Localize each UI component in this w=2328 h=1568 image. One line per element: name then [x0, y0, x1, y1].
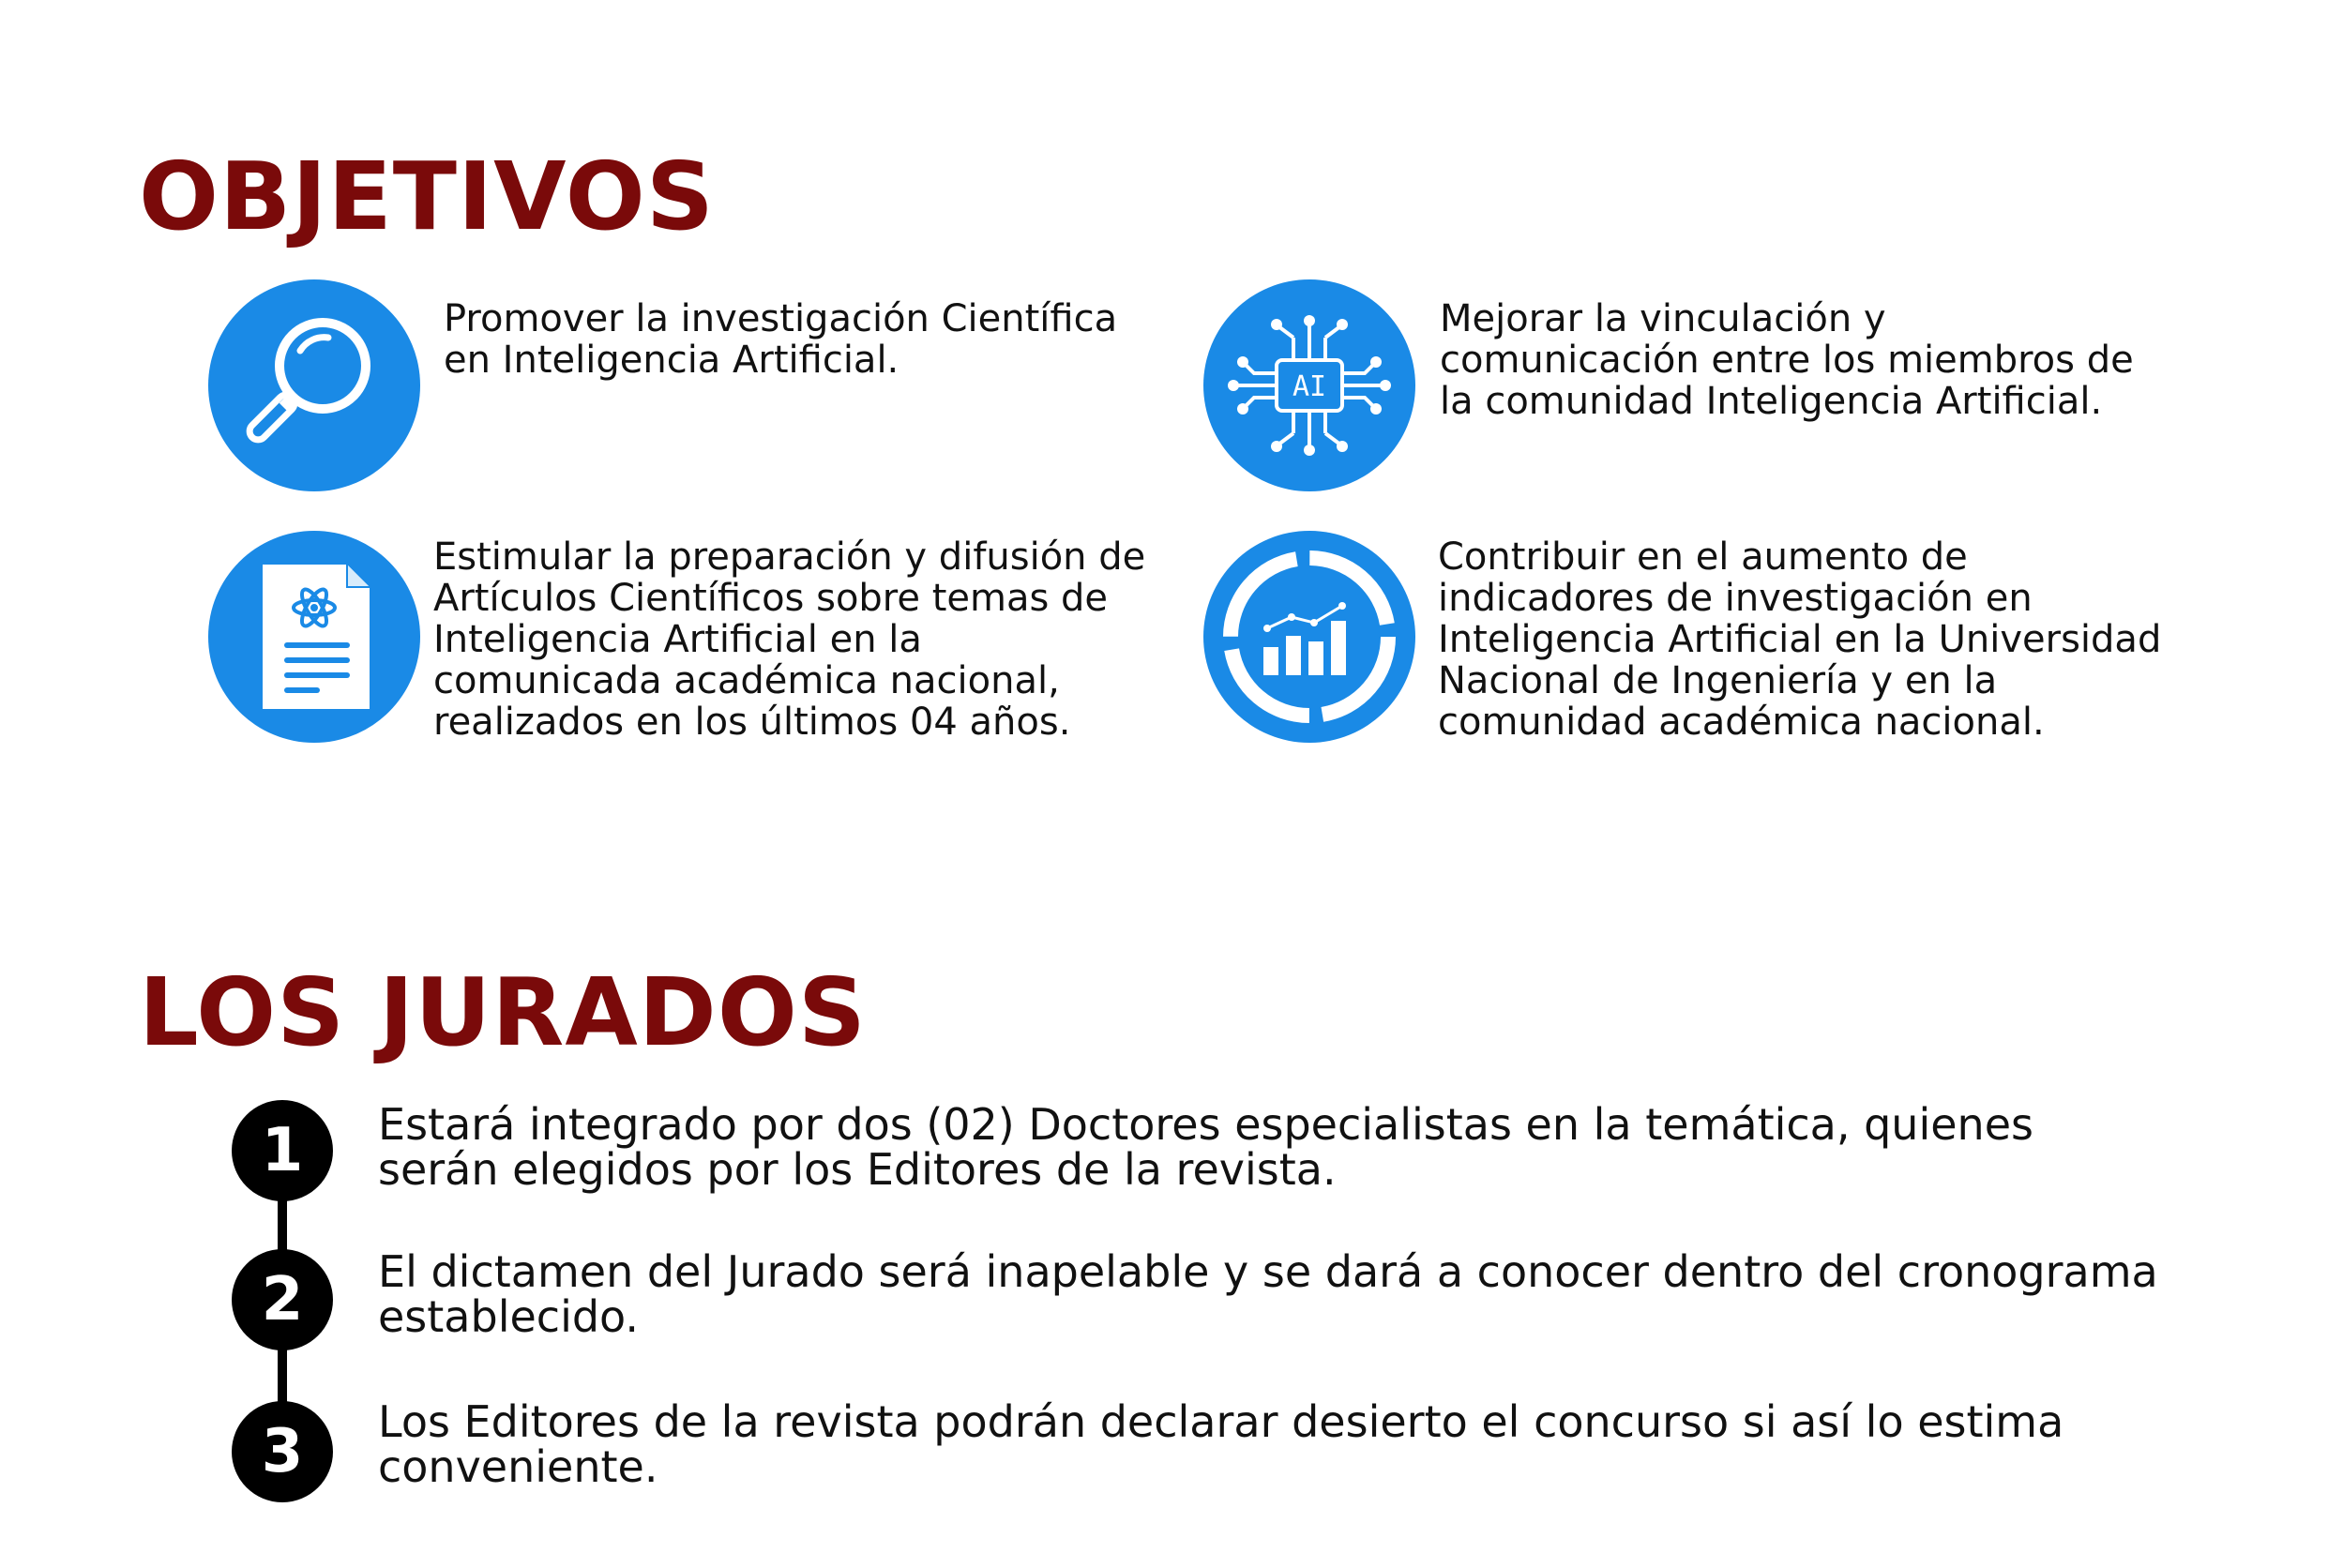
jurado-1-text: Estará integrado por dos (02) Doctores especialistas en la temática, quienes serán elegidos por los Editores de la revista.: [378, 1099, 2033, 1195]
objetivo-3-text: Estimular la preparación y difusión de Artículos Científicos sobre temas de Inteligencia Artificial en la comunicada académica nacional, realizados en los últimos 04 años.: [433, 535, 1146, 744]
objetivos-heading: OBJETIVOS: [139, 142, 715, 251]
analytics-chart-icon: [1203, 531, 1415, 743]
jurados-heading: LOS JURADOS: [139, 957, 867, 1067]
number-badge-3: 3: [232, 1401, 333, 1502]
ai-label: AI: [1292, 370, 1327, 403]
number-badge-1: 1: [232, 1100, 333, 1201]
objetivo-2-text: Mejorar la vinculación y comunicación entre los miembros de la comunidad Inteligencia Artificial.: [1440, 297, 2134, 423]
objetivo-1-text: Promover la investigación Científica en Inteligencia Artificial.: [444, 297, 1118, 382]
ai-chip-icon: [1203, 279, 1415, 491]
number-badge-2: 2: [232, 1249, 333, 1350]
jurado-3-text: Los Editores de la revista podrán declarar desierto el concurso si así lo estima conveniente.: [378, 1396, 2064, 1492]
magnifier-icon: [208, 279, 420, 491]
document-atom-icon: [208, 531, 420, 743]
jurado-2-text: El dictamen del Jurado será inapelable y se dará a conocer dentro del cronograma establecido.: [378, 1246, 2158, 1342]
objetivo-4-text: Contribuir en el aumento de indicadores de investigación en Inteligencia Artificial en la Universidad Nacional de Ingeniería y en la comunidad académica nacional.: [1438, 535, 2162, 744]
